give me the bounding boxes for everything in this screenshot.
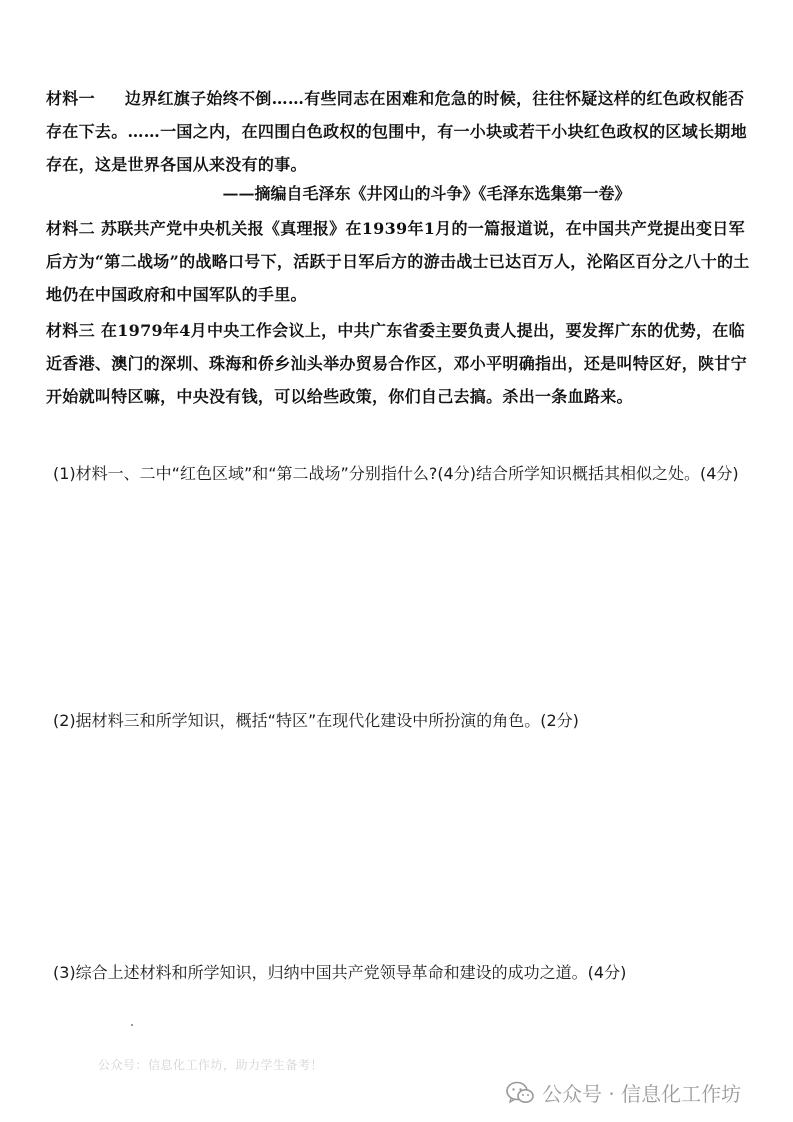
material-one [46, 82, 754, 181]
stray-dot [131, 1024, 133, 1026]
question-one: (1)材料一、二中“红色区域”和“第二战场”分别指什么?(4分)结合所学知识概括其相似之处。(4分) [53, 464, 739, 483]
material-one-text: 边界红旗子始终不倒……有些同志在困难和危急的时候，往往怀疑这样的红色政权能否存在下去。……一国之内，在四围白色政权的包围中，有一小块或若干小块红色政权的区域长期地存在，这是世界各国从来没有的事。 [46, 89, 747, 174]
watermark-right [506, 1078, 741, 1107]
watermark-right-text: 公众号 · 信息化工作坊 [542, 1082, 742, 1106]
watermark-left: 公众号：信息化工作坊，助力学生备考！ [98, 1058, 324, 1072]
material-one-label: 材料一 [46, 89, 95, 108]
material-one-source: ——摘编自毛泽东《井冈山的斗争》《毛泽东选集第一卷》 [222, 184, 631, 203]
question-two: (2)据材料三和所学知识，概括“特区”在现代化建设中所扮演的角色。(2分) [53, 711, 579, 730]
material-two-label: 材料二 [46, 219, 95, 238]
wechat-icon [506, 1081, 534, 1105]
material-two-text: 苏联共产党中央机关报《真理报》在1939年1月的一篇报道说，在中国共产党提出变日军后方为“第二战场”的战略口号下，活跃于日军后方的游击战士已达百万人，沦陷区百分之八十的土地仍在中国政府和中国军队的手里。 [46, 219, 750, 304]
question-three: (3)综合上述材料和所学知识，归纳中国共产党领导革命和建设的成功之道。(4分) [53, 963, 627, 982]
material-three-text: 在1979年4月中央工作会议上，中共广东省委主要负责人提出，要发挥广东的优势，在临近香港、澳门的深圳、珠海和侨乡汕头举办贸易合作区，邓小平明确指出，还是叫特区好，陕甘宁开始就叫特区嘛，中央没有钱，可以给些政策，你们自己去搞。杀出一条血路来。 [46, 321, 747, 406]
material-three-label: 材料三 [46, 321, 95, 340]
material-two [46, 212, 754, 311]
material-three [46, 314, 754, 413]
